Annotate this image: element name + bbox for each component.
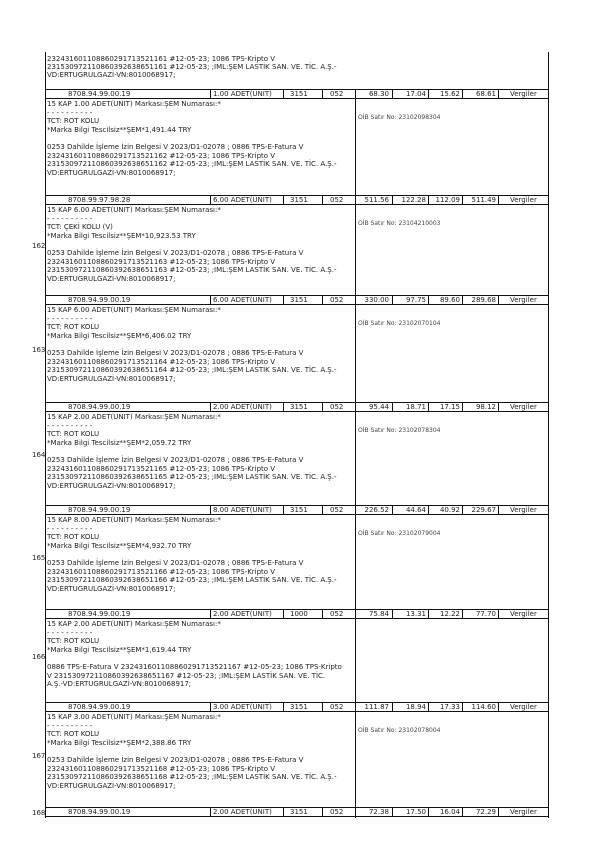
- item-header-column-rule: [322, 807, 323, 816]
- item-code-2: 052: [330, 610, 344, 618]
- item-sequence-number: 166: [32, 652, 46, 661]
- item-quantity: 1.00 ADET(UNIT): [213, 90, 272, 98]
- item-header-column-rule: [498, 702, 499, 711]
- item-description-line: 231530972110860392638651165 #12-05-23; ;IML:ŞEM LASTİK SAN. VE. TİC. A.Ş.-: [47, 473, 337, 482]
- item-oib-line-number: OİB Satır No: 23102078004: [358, 727, 441, 734]
- item-header-column-rule: [498, 295, 499, 304]
- item-value-1: 330.00: [364, 296, 389, 304]
- item-description-line: VD:ERTUGRULGAZİ-VN:8010068917;: [47, 584, 176, 593]
- item-oib-line-number: OİB Satır No: 23102078304: [358, 427, 441, 434]
- item-code-1: 3151: [290, 506, 308, 514]
- item-description-line: *Marka Bilgi Tescilsiz**ŞEM*6,406.02 TRY: [47, 331, 192, 340]
- item-value-4: 68.61: [475, 90, 496, 98]
- item-header-column-rule: [210, 89, 211, 98]
- item-code-1: 3151: [290, 403, 308, 411]
- item-header-column-rule: [462, 807, 463, 816]
- item-description-line: 232431601108860291713521168 #12-05-23; 1086 TPS-Kripto V: [47, 764, 276, 773]
- item-tax-tag: Vergiler: [510, 808, 537, 816]
- item-code-1: 1000: [290, 610, 308, 618]
- item-description-line: 15 KAP 1.00 ADET(UNIT) Markası:ŞEM Numarası:*: [47, 100, 221, 108]
- item-value-2: 13.31: [405, 610, 426, 618]
- item-value-4: 289.68: [471, 296, 496, 304]
- top-line-3: VD:ERTUGRULGAZİ-VN:8010068917;: [47, 71, 176, 79]
- item-tax-tag: Vergiler: [510, 506, 537, 514]
- item-header-column-rule: [392, 609, 393, 618]
- item-description-line: 232431601108860291713521162 #12-05-23; 1086 TPS-Kripto V: [47, 151, 276, 160]
- item-value-3: 17.15: [439, 403, 460, 411]
- item-description-line: 15 KAP 2.00 ADET(UNIT) Markası:ŞEM Numarası:*: [47, 620, 221, 628]
- item-value-2: 44.64: [405, 506, 426, 514]
- item-value-4: 114.60: [471, 703, 496, 711]
- item-header-column-rule: [283, 402, 284, 411]
- item-value-2: 17.04: [405, 90, 426, 98]
- item-header-bottom-rule: [45, 711, 548, 712]
- item-header-column-rule: [322, 195, 323, 204]
- item-code-1: 3151: [290, 90, 308, 98]
- item-header-column-rule: [210, 195, 211, 204]
- item-hs-code: 8708.99.97.98.28: [68, 196, 131, 204]
- item-value-4: 98.12: [475, 403, 496, 411]
- item-value-2: 97.75: [405, 296, 426, 304]
- item-sequence-number: 165: [32, 554, 46, 562]
- item-header-column-rule: [428, 505, 429, 514]
- item-value-2: 18.94: [405, 703, 426, 711]
- item-description-line: 232431601108860291713521166 #12-05-23; 1086 TPS-Kripto V: [47, 567, 276, 576]
- item-header-column-rule: [392, 195, 393, 204]
- item-description-line: 0253 Dahilde İşleme İzin Belgesi V 2023/D1-02078 ; 0886 TPS-E-Fatura V: [47, 349, 304, 357]
- item-header-column-rule: [462, 702, 463, 711]
- item-quantity: 3.00 ADET(UNIT): [213, 703, 272, 711]
- item-header-bottom-rule: [45, 304, 548, 305]
- item-code-2: 052: [330, 296, 344, 304]
- item-oib-line-number: OİB Satır No: 23102070104: [358, 320, 441, 327]
- item-description-line: 231530972110860392638651168 #12-05-23; ;IML:ŞEM LASTİK SAN. VE. TİC. A.Ş.-: [47, 773, 337, 782]
- item-header-column-rule: [498, 195, 499, 204]
- item-quantity: 8.00 ADET(UNIT): [213, 506, 272, 514]
- item-header-column-rule: [283, 195, 284, 204]
- item-tax-tag: Vergiler: [510, 196, 537, 204]
- item-header-column-rule: [462, 295, 463, 304]
- item-description-line: 15 KAP 2.00 ADET(UNIT) Markası:ŞEM Numarası:*: [47, 413, 221, 421]
- item-header-column-rule: [392, 702, 393, 711]
- top-line-1: 232431601108860291713521161 #12-05-23; 1086 TPS-Kripto V: [47, 55, 276, 63]
- item-tax-tag: Vergiler: [510, 703, 537, 711]
- item-description-line: *Marka Bilgi Tescilsiz**ŞEM*2,059.72 TRY: [47, 438, 192, 447]
- item-value-2: 18.71: [405, 403, 426, 411]
- item-value-1: 95.44: [368, 403, 389, 411]
- item-header-column-rule: [428, 609, 429, 618]
- item-description-line: TCT: ÇEKİ KOLU (V): [47, 223, 113, 232]
- item-sequence-number: 164: [32, 450, 46, 459]
- item-description-line: 0253 Dahilde İşleme İzin Belgesi V 2023/D1-02078 ; 0886 TPS-E-Fatura V: [47, 559, 304, 567]
- item-header-column-rule: [498, 505, 499, 514]
- item-quantity: 2.00 ADET(UNIT): [213, 403, 272, 411]
- item-description-line: *Marka Bilgi Tescilsiz**ŞEM*10,923.53 TRY: [47, 231, 196, 240]
- item-code-1: 3151: [290, 703, 308, 711]
- item-value-3: 15.62: [439, 90, 460, 98]
- item-description-line: *Marka Bilgi Tescilsiz**ŞEM*1,491.44 TRY: [47, 125, 192, 134]
- item-description-line: TCT: ROT KOLU: [47, 323, 100, 332]
- item-header-column-rule: [210, 505, 211, 514]
- item-description-line: *Marka Bilgi Tescilsiz**ŞEM*4,932.70 TRY: [47, 541, 192, 550]
- item-header-column-rule: [462, 505, 463, 514]
- item-description-line: - - - - - - - - - -: [47, 214, 93, 223]
- item-sequence-number: 162: [32, 242, 46, 250]
- item-code-2: 052: [330, 808, 344, 816]
- item-header-bottom-rule: [45, 98, 548, 99]
- item-description-line: - - - - - - - - - -: [47, 108, 93, 117]
- item-header-column-rule: [498, 402, 499, 411]
- item-value-3: 89.60: [439, 296, 460, 304]
- item-description-line: - - - - - - - - - -: [47, 421, 93, 430]
- item-description-line: 15 KAP 6.00 ADET(UNIT) Markası:ŞEM Numarası:*: [47, 306, 221, 314]
- item-value-1: 111.87: [364, 703, 389, 711]
- item-header-column-rule: [462, 609, 463, 618]
- item-header-column-rule: [210, 295, 211, 304]
- item-value-2: 122.28: [401, 196, 426, 204]
- item-quantity: 6.00 ADET(UNIT): [213, 196, 272, 204]
- item-description-line: 0886 TPS-E-Fatura V 232431601108860291713521167 #12-05-23; 1086 TPS-Kripto: [47, 663, 342, 671]
- item-code-2: 052: [330, 703, 344, 711]
- item-code-1: 3151: [290, 296, 308, 304]
- item-value-1: 68.30: [368, 90, 389, 98]
- item-value-1: 75.84: [368, 610, 389, 618]
- right-border: [548, 52, 549, 818]
- item-hs-code: 8708.94.99.00.19: [68, 808, 131, 816]
- item-quantity: 2.00 ADET(UNIT): [213, 610, 272, 618]
- item-hs-code: 8708.94.99.00.19: [68, 703, 131, 711]
- item-value-2: 17.50: [405, 808, 426, 816]
- item-description-line: *Marka Bilgi Tescilsiz**ŞEM*1,619.44 TRY: [47, 645, 192, 654]
- item-header-column-rule: [392, 89, 393, 98]
- item-description-line: VD:ERTUGRULGAZİ-VN:8010068917;: [47, 374, 176, 383]
- item-header-bottom-rule: [45, 204, 548, 205]
- item-description-line: 232431601108860291713521164 #12-05-23; 1086 TPS-Kripto V: [47, 357, 276, 366]
- item-header-column-rule: [283, 702, 284, 711]
- item-description-line: 232431601108860291713521163 #12-05-23; 1086 TPS-Kripto V: [47, 257, 276, 266]
- item-value-3: 17.33: [439, 703, 460, 711]
- item-value-4: 229.67: [471, 506, 496, 514]
- item-description-line: 231530972110860392638651166 #12-05-23; ;IML:ŞEM LASTİK SAN. VE. TİC. A.Ş.-: [47, 576, 337, 585]
- item-header-column-rule: [283, 89, 284, 98]
- item-header-column-rule: [210, 702, 211, 711]
- item-description-line: 0253 Dahilde İşleme İzin Belgesi V 2023/D1-02078 ; 0886 TPS-E-Fatura V: [47, 456, 304, 464]
- item-description-line: 0253 Dahilde İşleme İzin Belgesi V 2023/D1-02078 ; 0886 TPS-E-Fatura V: [47, 249, 304, 257]
- item-header-column-rule: [283, 295, 284, 304]
- item-header-column-rule: [392, 402, 393, 411]
- item-description-line: 231530972110860392638651164 #12-05-23; ;IML:ŞEM LASTİK SAN. VE. TİC. A.Ş.-: [47, 366, 337, 375]
- item-code-1: 3151: [290, 808, 308, 816]
- item-header-column-rule: [283, 807, 284, 816]
- item-value-3: 12.22: [439, 610, 460, 618]
- item-header-column-rule: [428, 89, 429, 98]
- item-header-column-rule: [322, 505, 323, 514]
- item-oib-line-number: OİB Satır No: 23104210003: [358, 220, 441, 227]
- item-description-line: A.Ş.-VD:ERTUGRULGAZİ-VN:8010068917;: [47, 680, 192, 689]
- item-header-column-rule: [462, 89, 463, 98]
- item-description-line: 232431601108860291713521165 #12-05-23; 1086 TPS-Kripto V: [47, 464, 276, 473]
- item-description-line: TCT: ROT KOLU: [47, 533, 100, 542]
- item-description-line: TCT: ROT KOLU: [47, 730, 100, 739]
- item-code-2: 052: [330, 403, 344, 411]
- item-description-line: - - - - - - - - - -: [47, 524, 93, 533]
- item-description-line: 15 KAP 8.00 ADET(UNIT) Markası:ŞEM Numarası:*: [47, 516, 221, 524]
- item-description-line: 15 KAP 6.00 ADET(UNIT) Markası:ŞEM Numarası:*: [47, 206, 221, 214]
- item-description-line: - - - - - - - - - -: [47, 721, 93, 730]
- item-header-column-rule: [322, 295, 323, 304]
- item-description-line: 0253 Dahilde İşleme İzin Belgesi V 2023/D1-02078 ; 0886 TPS-E-Fatura V: [47, 756, 304, 764]
- item-header-column-rule: [322, 702, 323, 711]
- item-hs-code: 8708.94.99.00.19: [68, 296, 131, 304]
- item-header-column-rule: [462, 195, 463, 204]
- item-hs-code: 8708.94.99.00.19: [68, 610, 131, 618]
- item-value-4: 511.49: [471, 196, 496, 204]
- item-value-1: 511.56: [364, 196, 389, 204]
- item-tax-tag: Vergiler: [510, 403, 537, 411]
- item-header-column-rule: [210, 402, 211, 411]
- item-header-bottom-rule: [45, 816, 548, 817]
- item-header-column-rule: [428, 807, 429, 816]
- item-hs-code: 8708.94.99.00.19: [68, 403, 131, 411]
- item-value-1: 72.38: [368, 808, 389, 816]
- top-line-2: 231530972110860392638651161 #12-05-23; ;IML:ŞEM LASTİK SAN. VE. TİC. A.Ş.-: [47, 63, 337, 71]
- item-description-line: 231530972110860392638651162 #12-05-23; ;IML:ŞEM LASTİK SAN. VE. TİC. A.Ş.-: [47, 160, 337, 169]
- item-sequence-number: 167: [32, 751, 46, 760]
- item-description-line: *Marka Bilgi Tescilsiz**ŞEM*2,388.86 TRY: [47, 738, 192, 747]
- item-header-column-rule: [283, 609, 284, 618]
- item-header-bottom-rule: [45, 514, 548, 515]
- item-header-column-rule: [210, 807, 211, 816]
- item-description-line: VD:ERTUGRULGAZİ-VN:8010068917;: [47, 168, 176, 177]
- item-header-column-rule: [322, 402, 323, 411]
- item-description-line: TCT: ROT KOLU: [47, 117, 100, 126]
- item-sequence-number: 168: [32, 809, 46, 817]
- item-value-1: 226.52: [364, 506, 389, 514]
- item-header-column-rule: [283, 505, 284, 514]
- item-header-column-rule: [428, 295, 429, 304]
- item-description-line: - - - - - - - - - -: [47, 628, 93, 637]
- item-hs-code: 8708.94.99.00.19: [68, 506, 131, 514]
- item-header-column-rule: [322, 609, 323, 618]
- item-header-column-rule: [462, 402, 463, 411]
- item-description-line: TCT: ROT KOLU: [47, 430, 100, 439]
- item-header-column-rule: [498, 807, 499, 816]
- item-header-column-rule: [210, 609, 211, 618]
- item-hs-code: 8708.94.99.00.19: [68, 90, 131, 98]
- item-description-line: 15 KAP 3.00 ADET(UNIT) Markası:ŞEM Numarası:*: [47, 713, 221, 721]
- item-value-3: 16.04: [439, 808, 460, 816]
- item-header-column-rule: [392, 505, 393, 514]
- item-oib-line-number: OİB Satır No: 23102098304: [358, 114, 441, 121]
- item-code-2: 052: [330, 196, 344, 204]
- item-description-line: VD:ERTUGRULGAZİ-VN:8010068917;: [47, 481, 176, 490]
- item-code-1: 3151: [290, 196, 308, 204]
- item-header-bottom-rule: [45, 618, 548, 619]
- item-tax-tag: Vergiler: [510, 610, 537, 618]
- item-header-column-rule: [498, 89, 499, 98]
- item-value-3: 112.09: [435, 196, 460, 204]
- item-tax-tag: Vergiler: [510, 296, 537, 304]
- item-oib-line-number: OİB Satır No: 23102079004: [358, 530, 441, 537]
- item-description-line: VD:ERTUGRULGAZİ-VN:8010068917;: [47, 274, 176, 283]
- item-description-line: VD:ERTUGRULGAZİ-VN:8010068917;: [47, 781, 176, 790]
- left-border: [45, 52, 46, 818]
- item-description-line: TCT: ROT KOLU: [47, 637, 100, 646]
- item-code-2: 052: [330, 90, 344, 98]
- item-header-column-rule: [428, 702, 429, 711]
- item-header-column-rule: [428, 402, 429, 411]
- item-quantity: 6.00 ADET(UNIT): [213, 296, 272, 304]
- item-header-column-rule: [322, 89, 323, 98]
- item-description-line: - - - - - - - - - -: [47, 314, 93, 323]
- item-value-4: 77.70: [475, 610, 496, 618]
- item-value-4: 72.29: [475, 808, 496, 816]
- item-tax-tag: Vergiler: [510, 90, 537, 98]
- item-header-column-rule: [428, 195, 429, 204]
- item-sequence-number: 163: [32, 345, 46, 354]
- item-header-column-rule: [392, 295, 393, 304]
- item-description-line: 0253 Dahilde İşleme İzin Belgesi V 2023/D1-02078 ; 0886 TPS-E-Fatura V: [47, 143, 304, 151]
- item-description-line: 231530972110860392638651163 #12-05-23; ;IML:ŞEM LASTİK SAN. VE. TİC. A.Ş.-: [47, 266, 337, 275]
- item-header-column-rule: [498, 609, 499, 618]
- item-description-line: V 231530972110860392638651167 #12-05-23; ;IML:ŞEM LASTİK SAN. VE. TİC.: [47, 671, 326, 680]
- item-code-2: 052: [330, 506, 344, 514]
- item-value-3: 40.92: [439, 506, 460, 514]
- item-quantity: 2.00 ADET(UNIT): [213, 808, 272, 816]
- item-header-column-rule: [392, 807, 393, 816]
- item-header-bottom-rule: [45, 411, 548, 412]
